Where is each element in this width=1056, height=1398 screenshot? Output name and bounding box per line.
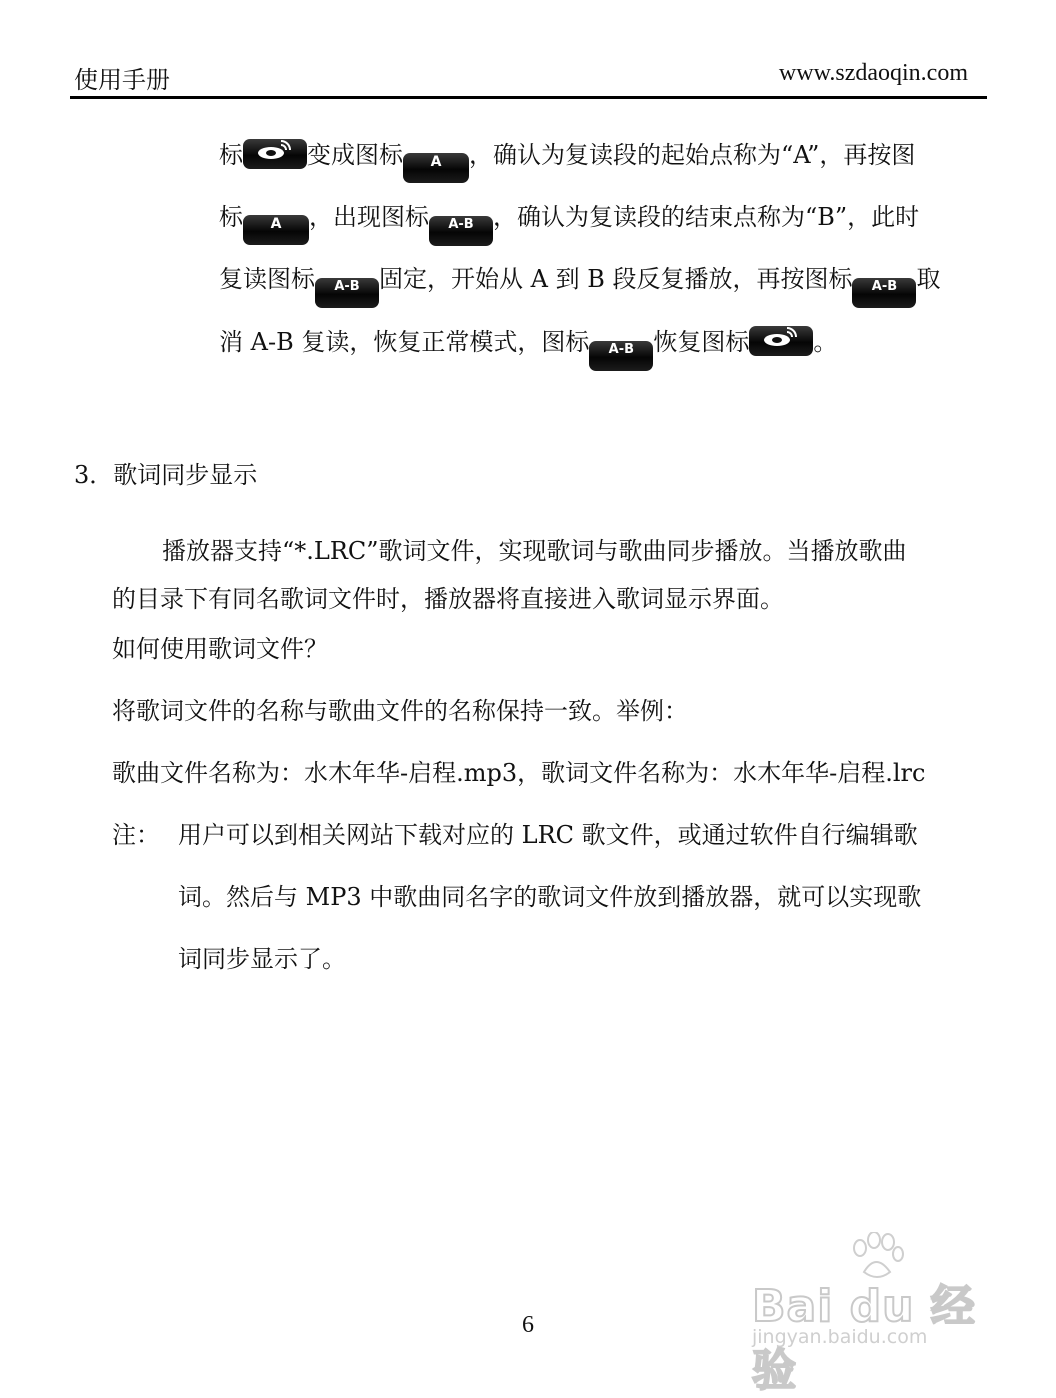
ab-icon-label: A-B (608, 342, 635, 357)
example-line: 歌曲文件名称为：水木年华-启程.mp3，歌词文件名称为：水木年华-启程.lrc (112, 759, 926, 787)
a-icon-label: A (430, 154, 442, 170)
note-line: 词。然后与 MP3 中歌曲同名字的歌词文件放到播放器，就可以实现歌 (178, 883, 922, 911)
a-icon-label: A (270, 216, 282, 232)
note-line: 词同步显示了。 (178, 945, 346, 973)
page-number: 6 (522, 1312, 534, 1338)
watermark-url: jingyan.baidu.com (752, 1326, 928, 1348)
ab-icon (852, 278, 916, 308)
a-icon (403, 153, 469, 183)
text: ，确认为复读段的起始点称为“A”，再按图 (469, 141, 916, 169)
repeat-ear-icon (243, 139, 307, 169)
note-line: 用户可以到相关网站下载对应的 LRC 歌文件，或通过软件自行编辑歌 (178, 821, 918, 849)
text: ，出现图标 (309, 203, 429, 231)
text: 标 (219, 203, 243, 231)
note-label: 注： (112, 821, 160, 849)
text: ，确认为复读段的结束点称为“B”，此时 (493, 203, 920, 231)
ab-icon (315, 278, 379, 308)
text: 恢复图标 (653, 328, 750, 356)
para1-line1 (219, 138, 915, 183)
ab-icon-label: A-B (871, 279, 898, 294)
text: 复读图标 (219, 265, 315, 293)
section-heading: 3．歌词同步显示 (74, 461, 258, 489)
para1-line2 (219, 200, 919, 246)
question-line: 如何使用歌词文件？ (112, 635, 328, 663)
paragraph-line: 将歌词文件的名称与歌曲文件的名称保持一致。举例： (112, 697, 688, 725)
ab-icon (429, 216, 493, 246)
a-icon (243, 215, 309, 245)
ab-icon-label: A-B (448, 217, 474, 232)
paragraph-line: 播放器支持“*.LRC”歌词文件，实现歌词与歌曲同步播放。当播放歌曲 (162, 537, 907, 565)
text: 取 (916, 265, 941, 293)
header-url: www.szdaoqin.com (778, 60, 968, 86)
text: 。 (813, 328, 838, 356)
ab-icon (589, 341, 653, 371)
text: 固定，开始从 A 到 B 段反复播放，再按图标 (379, 265, 853, 293)
text: 变成图标 (307, 141, 403, 169)
text: 标 (219, 141, 243, 169)
paragraph-line: 的目录下有同名歌词文件时，播放器将直接进入歌词显示界面。 (112, 585, 784, 613)
text: 消 A-B 复读，恢复正常模式，图标 (219, 328, 590, 356)
repeat-ear-icon (749, 326, 813, 356)
para1-line3 (219, 262, 940, 308)
ab-icon-label: A-B (334, 279, 360, 294)
para1-line4 (219, 325, 837, 371)
header-rule (70, 96, 987, 99)
watermark-brand: Bai du 经验 (752, 1281, 976, 1396)
header-title: 使用手册 (74, 66, 170, 94)
